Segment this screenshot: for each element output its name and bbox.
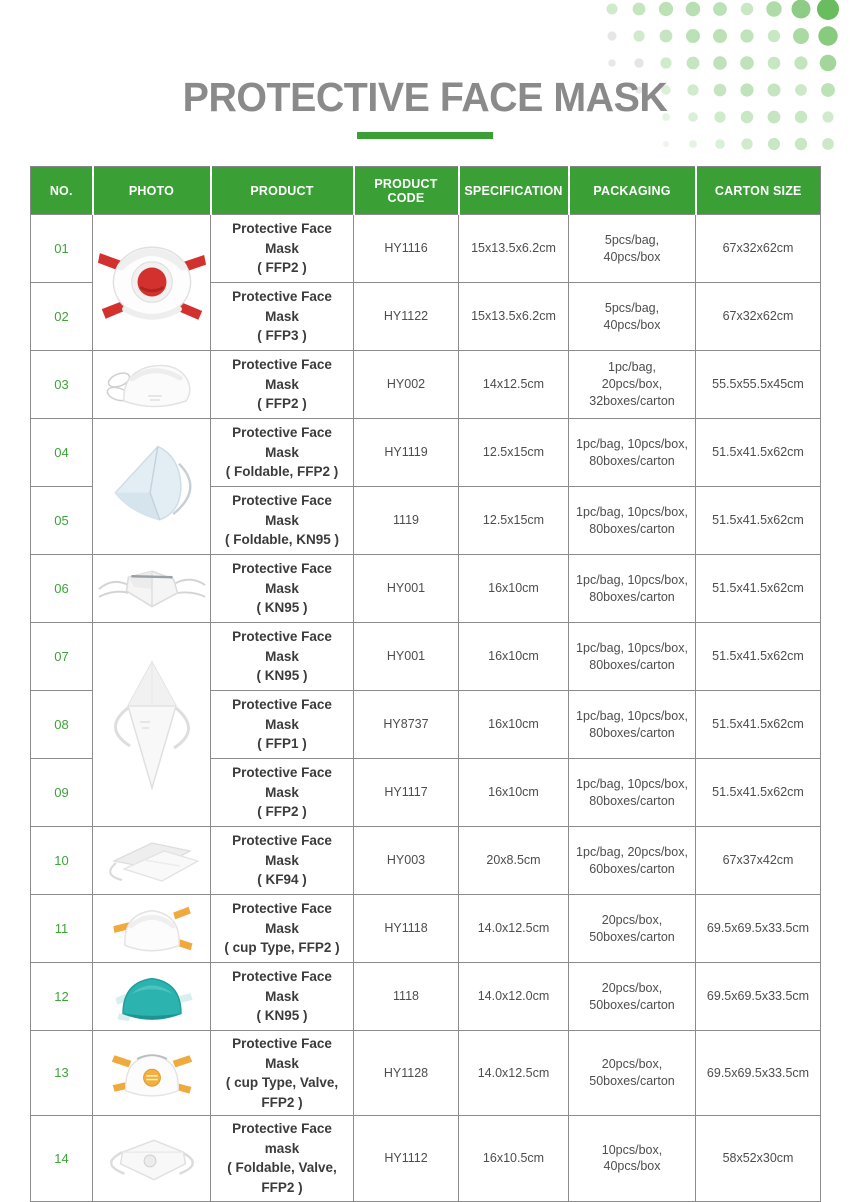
packaging: 1pc/bag, 10pcs/box, 80boxes/carton bbox=[569, 419, 696, 487]
specification: 16x10cm bbox=[459, 555, 569, 623]
specification: 14x12.5cm bbox=[459, 351, 569, 419]
header-carton-size: CARTON SIZE bbox=[696, 167, 821, 215]
photo-kf94-flat-masks-icon bbox=[93, 827, 211, 895]
row-number: 02 bbox=[31, 283, 93, 351]
carton-size: 58x52x30cm bbox=[696, 1116, 821, 1201]
packaging: 1pc/bag, 10pcs/box, 80boxes/carton bbox=[569, 623, 696, 691]
specification: 16x10cm bbox=[459, 623, 569, 691]
packaging: 20pcs/box, 50boxes/carton bbox=[569, 1031, 696, 1116]
product-code: 1119 bbox=[354, 487, 459, 555]
packaging: 20pcs/box, 50boxes/carton bbox=[569, 963, 696, 1031]
packaging: 1pc/bag, 10pcs/box, 80boxes/carton bbox=[569, 487, 696, 555]
product-code: HY1119 bbox=[354, 419, 459, 487]
product-code: 1118 bbox=[354, 963, 459, 1031]
product-name: Protective Face mask ( Foldable, Valve, FFP2 ) bbox=[211, 1116, 354, 1201]
table-row bbox=[31, 555, 821, 623]
header-no: NO. bbox=[31, 167, 93, 215]
product-name: Protective Face Mask ( KF94 ) bbox=[211, 827, 354, 895]
product-name: Protective Face Mask ( FFP3 ) bbox=[211, 283, 354, 351]
header-specification: SPECIFICATION bbox=[459, 167, 569, 215]
table-row bbox=[31, 1116, 821, 1201]
row-number: 01 bbox=[31, 215, 93, 283]
packaging: 1pc/bag, 10pcs/box, 80boxes/carton bbox=[569, 555, 696, 623]
photo-cup-mask-white-icon bbox=[93, 351, 211, 419]
title-underline bbox=[357, 132, 493, 139]
product-code: HY1122 bbox=[354, 283, 459, 351]
header-product-code: PRODUCT CODE bbox=[354, 167, 459, 215]
packaging: 5pcs/bag, 40pcs/box bbox=[569, 215, 696, 283]
specification: 20x8.5cm bbox=[459, 827, 569, 895]
carton-size: 55.5x55.5x45cm bbox=[696, 351, 821, 419]
carton-size: 51.5x41.5x62cm bbox=[696, 419, 821, 487]
product-name: Protective Face Mask ( FFP2 ) bbox=[211, 351, 354, 419]
photo-foldable-mask-valve-icon bbox=[93, 1116, 211, 1201]
packaging: 5pcs/bag, 40pcs/box bbox=[569, 283, 696, 351]
carton-size: 51.5x41.5x62cm bbox=[696, 623, 821, 691]
row-number: 05 bbox=[31, 487, 93, 555]
packaging: 1pc/bag, 10pcs/box, 80boxes/carton bbox=[569, 691, 696, 759]
header-product: PRODUCT bbox=[211, 167, 354, 215]
product-code: HY1117 bbox=[354, 759, 459, 827]
carton-size: 69.5x69.5x33.5cm bbox=[696, 963, 821, 1031]
product-name: Protective Face Mask ( cup Type, Valve, FFP2 ) bbox=[211, 1031, 354, 1116]
photo-flatfold-mask-headstraps-icon bbox=[93, 555, 211, 623]
product-name: Protective Face Mask ( KN95 ) bbox=[211, 623, 354, 691]
photo-cup-mask-red-valve-icon bbox=[93, 215, 211, 351]
carton-size: 67x37x42cm bbox=[696, 827, 821, 895]
photo-cup-mask-teal-icon bbox=[93, 963, 211, 1031]
specification: 14.0x12.5cm bbox=[459, 895, 569, 963]
page-header bbox=[0, 0, 850, 139]
product-code: HY1116 bbox=[354, 215, 459, 283]
packaging: 1pc/bag, 10pcs/box, 80boxes/carton bbox=[569, 759, 696, 827]
table-row bbox=[31, 215, 821, 283]
specification: 16x10.5cm bbox=[459, 1116, 569, 1201]
carton-size: 51.5x41.5x62cm bbox=[696, 555, 821, 623]
product-code: HY001 bbox=[354, 555, 459, 623]
product-name: Protective Face Mask ( FFP2 ) bbox=[211, 759, 354, 827]
product-name: Protective Face Mask ( KN95 ) bbox=[211, 555, 354, 623]
specification: 14.0x12.0cm bbox=[459, 963, 569, 1031]
packaging: 20pcs/box, 50boxes/carton bbox=[569, 895, 696, 963]
specification: 12.5x15cm bbox=[459, 487, 569, 555]
table-row bbox=[31, 963, 821, 1031]
table-row bbox=[31, 351, 821, 419]
specification: 16x10cm bbox=[459, 759, 569, 827]
row-number: 09 bbox=[31, 759, 93, 827]
packaging: 10pcs/box, 40pcs/box bbox=[569, 1116, 696, 1201]
page-title: PROTECTIVE FACE MASK bbox=[182, 74, 668, 120]
carton-size: 51.5x41.5x62cm bbox=[696, 487, 821, 555]
row-number: 13 bbox=[31, 1031, 93, 1116]
photo-cup-mask-yellow-straps-icon bbox=[93, 895, 211, 963]
carton-size: 69.5x69.5x33.5cm bbox=[696, 895, 821, 963]
product-code: HY1112 bbox=[354, 1116, 459, 1201]
carton-size: 51.5x41.5x62cm bbox=[696, 759, 821, 827]
specification: 16x10cm bbox=[459, 691, 569, 759]
row-number: 12 bbox=[31, 963, 93, 1031]
carton-size: 69.5x69.5x33.5cm bbox=[696, 1031, 821, 1116]
row-number: 14 bbox=[31, 1116, 93, 1201]
table-row bbox=[31, 827, 821, 895]
row-number: 08 bbox=[31, 691, 93, 759]
row-number: 11 bbox=[31, 895, 93, 963]
product-name: Protective Face Mask ( KN95 ) bbox=[211, 963, 354, 1031]
table-row bbox=[31, 623, 821, 691]
table-row bbox=[31, 419, 821, 487]
header-packaging: PACKAGING bbox=[569, 167, 696, 215]
packaging: 1pc/bag, 20pcs/box, 32boxes/carton bbox=[569, 351, 696, 419]
photo-foldable-mask-blue-icon bbox=[93, 419, 211, 555]
product-name: Protective Face Mask ( cup Type, FFP2 ) bbox=[211, 895, 354, 963]
row-number: 03 bbox=[31, 351, 93, 419]
photo-foldable-mask-earloops-icon bbox=[93, 623, 211, 827]
specification: 12.5x15cm bbox=[459, 419, 569, 487]
product-code: HY8737 bbox=[354, 691, 459, 759]
table-row bbox=[31, 895, 821, 963]
product-code: HY003 bbox=[354, 827, 459, 895]
packaging: 1pc/bag, 20pcs/box, 60boxes/carton bbox=[569, 827, 696, 895]
product-code: HY1128 bbox=[354, 1031, 459, 1116]
photo-cup-mask-yellow-valve-icon bbox=[93, 1031, 211, 1116]
carton-size: 67x32x62cm bbox=[696, 283, 821, 351]
product-code: HY001 bbox=[354, 623, 459, 691]
row-number: 06 bbox=[31, 555, 93, 623]
specification: 14.0x12.5cm bbox=[459, 1031, 569, 1116]
product-name: Protective Face Mask ( Foldable, KN95 ) bbox=[211, 487, 354, 555]
product-name: Protective Face Mask ( Foldable, FFP2 ) bbox=[211, 419, 354, 487]
row-number: 07 bbox=[31, 623, 93, 691]
product-table bbox=[30, 166, 821, 1202]
product-code: HY002 bbox=[354, 351, 459, 419]
row-number: 10 bbox=[31, 827, 93, 895]
table-row bbox=[31, 1031, 821, 1116]
specification: 15x13.5x6.2cm bbox=[459, 215, 569, 283]
header-photo: PHOTO bbox=[93, 167, 211, 215]
carton-size: 51.5x41.5x62cm bbox=[696, 691, 821, 759]
row-number: 04 bbox=[31, 419, 93, 487]
product-name: Protective Face Mask ( FFP1 ) bbox=[211, 691, 354, 759]
product-code: HY1118 bbox=[354, 895, 459, 963]
product-name: Protective Face Mask ( FFP2 ) bbox=[211, 215, 354, 283]
carton-size: 67x32x62cm bbox=[696, 215, 821, 283]
specification: 15x13.5x6.2cm bbox=[459, 283, 569, 351]
table-header-row bbox=[31, 167, 821, 215]
